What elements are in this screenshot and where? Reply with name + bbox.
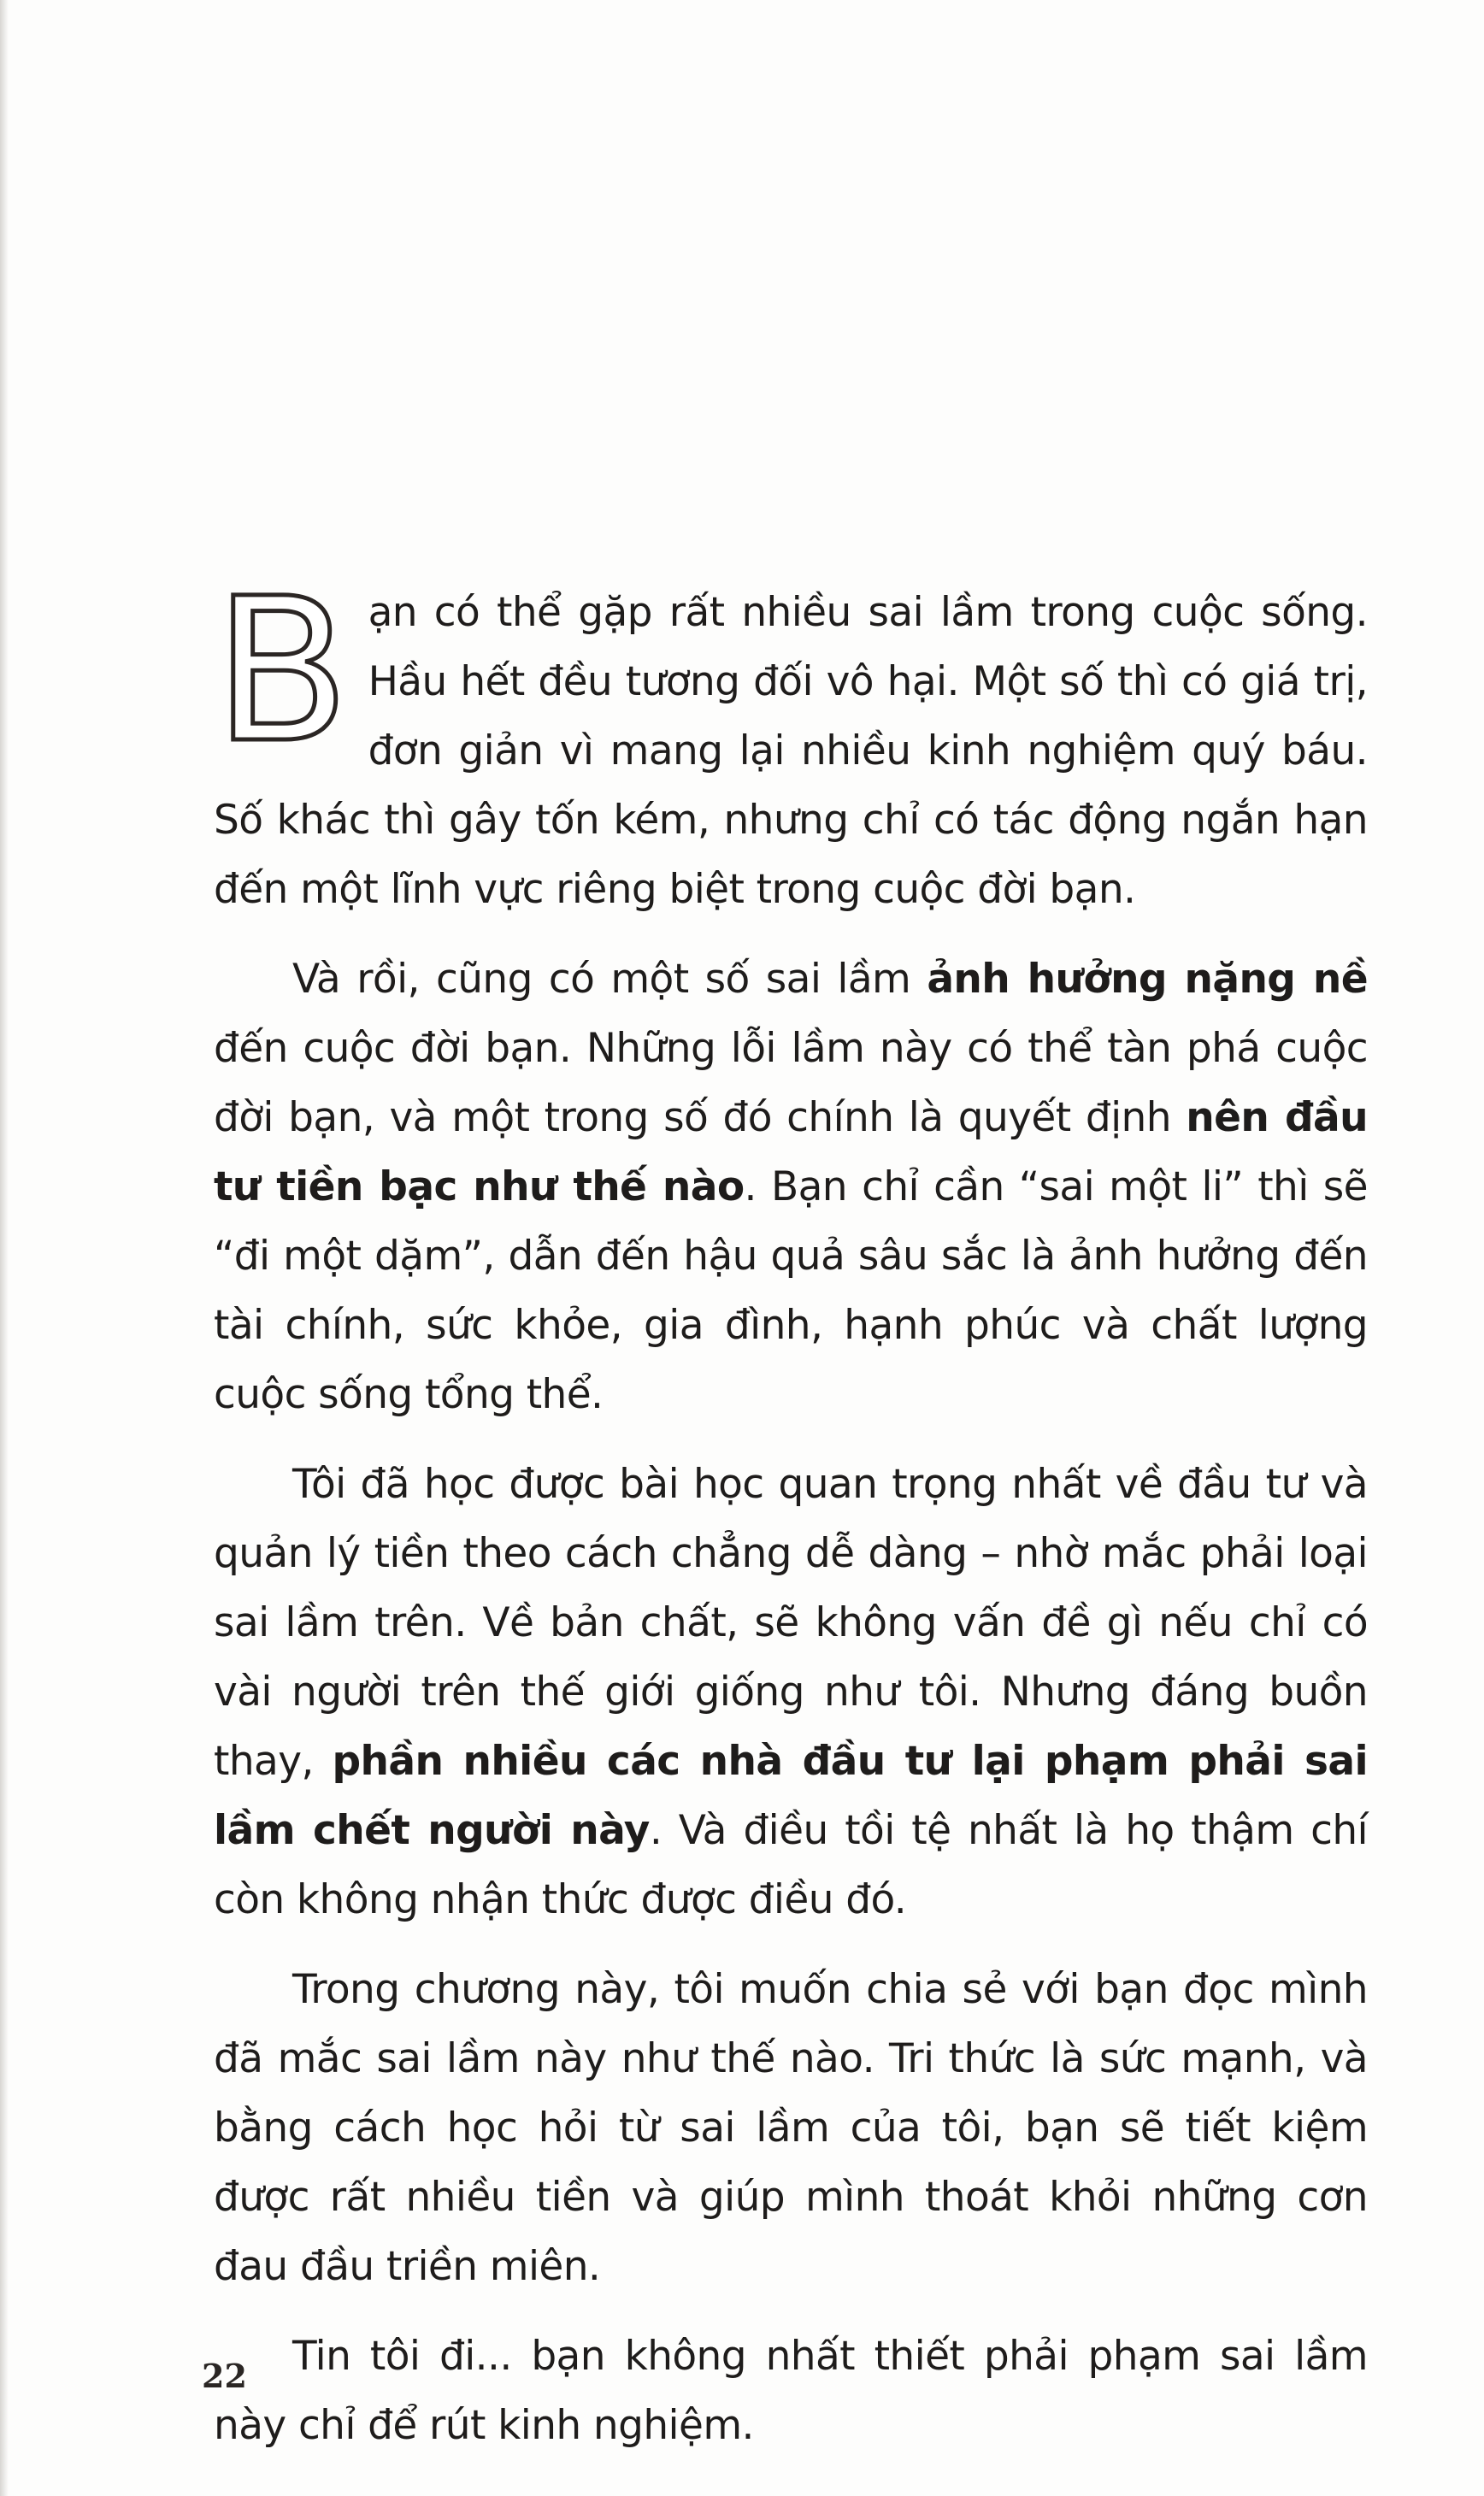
paragraph-2-text-2: đến cuộc đời bạn. Những lỗi lầm này có thể tàn phá cuộc đời bạn, và một trong số đó chính là quyết định [214, 1025, 1368, 1141]
paragraph-4 [214, 1955, 1368, 2301]
paragraph-2-emphasis-2: nên đầu tư tiền bạc như thế nào [214, 1094, 1368, 1210]
paragraph-5-text: Tin tôi đi... bạn không nhất thiết phải phạm sai lầm này chỉ để rút kinh nghiệm. [214, 2333, 1368, 2449]
page-number: 22 [202, 2357, 247, 2395]
paragraph-2 [214, 945, 1368, 1429]
paragraph-3-text-2: . Và điều tồi tệ nhất là họ thậm chí còn không nhận thức được điều đó. [214, 1807, 1369, 1923]
paragraph-3-emphasis-1: phần nhiều các nhà đầu tư lại phạm phải sai lầm chết người này [214, 1738, 1368, 1854]
paragraph-2-text-3: . Bạn chỉ cần “sai một li” thì sẽ “đi một dặm”, dẫn đến hậu quả sâu sắc là ảnh hưởng đến tài chính, sức khỏe, gia đình, hạnh phúc và chất lượng cuộc sống tổng thể. [214, 1163, 1368, 1418]
paragraph-1-text: ạn có thể gặp rất nhiều sai lầm trong cuộc sống. Hầu hết đều tương đối vô hại. Một số thì có giá trị, đơn giản vì mang lại nhiều kinh nghiệm quý báu. Số khác thì gây tốn kém, nhưng chỉ có tác động ngắn hạn đến một lĩnh vực riêng biệt trong cuộc đời bạn. [214, 589, 1368, 913]
paragraph-3-text-1: Tôi đã học được bài học quan trọng nhất về đầu tư và quản lý tiền theo cách chẳng dễ dàng – nhờ mắc phải loại sai lầm trên. Về bản chất, sẽ không vấn đề gì nếu chỉ có vài người trên thế giới giống như tôi. Nhưng đáng buồn thay, [214, 1461, 1368, 1785]
paragraph-3 [214, 1450, 1368, 1934]
body-text [214, 556, 1369, 2481]
drop-cap: B [214, 556, 350, 786]
paragraph-2-emphasis-1: ảnh hưởng nặng nề [927, 956, 1368, 1003]
page-edge-shadow [0, 0, 9, 2496]
paragraph-4-text: Trong chương này, tôi muốn chia sẻ với bạn đọc mình đã mắc sai lầm này như thế nào. Tri thức là sức mạnh, và bằng cách học hỏi từ sai lầm của tôi, bạn sẽ tiết kiệm được rất nhiều tiền và giúp mình thoát khỏi những cơn đau đầu triền miên. [214, 1966, 1368, 2290]
paragraph-2-text-1: Và rồi, cũng có một số sai lầm [292, 956, 928, 1003]
paragraph-1 [214, 556, 1368, 924]
paragraph-5 [214, 2322, 1368, 2460]
